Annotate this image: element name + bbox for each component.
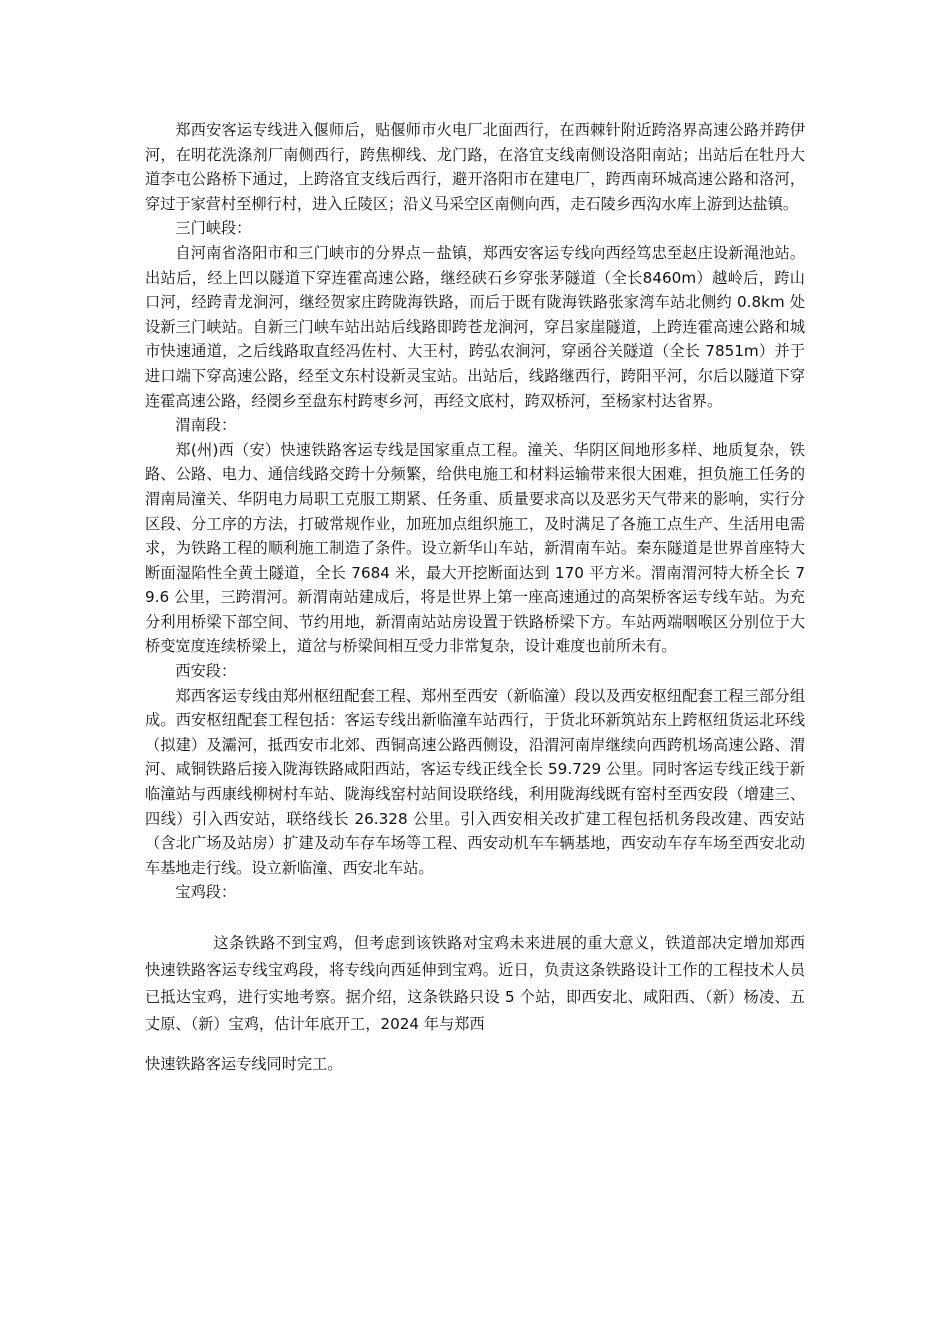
- paragraph-xian: 郑西客运专线由郑州枢纽配套工程、郑州至西安（新临潼）段以及西安枢纽配套工程三部分组成。西安枢纽配套工程包括：客运专线出新临潼车站西行，于货北环新筑站东上跨枢纽货运北环线（拟建）及灞河，抵西安市北郊、西铜高速公路西侧设，沿渭河南岸继续向西跨机场高速公路、渭河、咸铜铁路后接入陇海铁路咸阳西站，客运专线正线全长 59.729 公里。同时客运专线正线于新临潼站与西康线柳树村车站、陇海线窑村站间设联络线，利用陇海线既有窑村至西安段（增建三、四线）引入西安站，联络线长 26.328 公里。引入西安相关改扩建工程包括机务段改建、西安站（含北广场及站房）扩建及动车存车场等工程、西安动机车车辆基地，西安动车存车场至西安北动车基地走行线。设立新临潼、西安北车站。: [145, 686, 805, 877]
- paragraph-sanmenxia: 自河南省洛阳市和三门峡市的分界点－盐镇，郑西安客运专线向西经笃忠至赵庄设新渑池站。出站后，经上凹以隧道下穿连霍高速公路，继经硖石乡穿张茅隧道（全长8460m）越岭后，跨山口河，经跨青龙涧河，继经贺家庄跨陇海铁路，而后于既有陇海铁路张家湾车站北侧约 0.8km 处设新三门峡站。自新三门峡车站出站后线路即跨苍龙涧河，穿吕家崖隧道，上跨连霍高速公路和城市快速通道，之后线路取直经冯佐村、大王村，跨弘农涧河，穿函谷关隧道（全长 7851m）并于进口端下穿高速公路，经至文东村设新灵宝站。出站后，线路继西行，跨阳平河，尔后以隧道下穿连霍高速公路，经阌乡至盘东村跨枣乡河，再经文底村，跨双桥河，至杨家村达省界。: [145, 243, 805, 410]
- paragraph-weinan: 郑(州)西（安）快速铁路客运专线是国家重点工程。潼关、华阴区间地形多样、地质复杂，铁路、公路、电力、通信线路交跨十分频繁，给供电施工和材料运输带来很大困难，担负施工任务的渭南局潼关、华阴电力局职工克服工期紧、任务重、质量要求高以及恶劣天气带来的影响，实行分区段、分工序的方法，打破常规作业，加班加点组织施工，及时满足了各施工点生产、生活用电需求，为铁路工程的顺利施工制造了条件。设立新华山车站，新渭南车站。秦东隧道是世界首座特大断面湿陷性全黄土隧道，全长 7684 米，最大开挖断面达到 170 平方米。渭南渭河特大桥全长 79.6 公里，三跨渭河。新渭南站建成后，将是世界上第一座高速通过的高架桥客运专线车站。为充分利用桥梁下部空间、节约用地，新渭南站站房设置于铁路桥梁下方。车站两端咽喉区分别位于大桥变宽度连续桥梁上，道岔与桥梁间相互受力非常复杂，设计难度也前所未有。: [145, 440, 805, 656]
- heading-xian: 西安段：: [175, 662, 237, 681]
- paragraph-baoji: 这条铁路不到宝鸡，但考虑到该铁路对宝鸡未来进展的重大意义，铁道部决定增加郑西快速铁路客运专线宝鸡段，将专线向西延伸到宝鸡。近日，负责这条铁路设计工作的工程技术人员已抵达宝鸡，进行实地考察。据介绍，这条铁路只设 5 个站，即西安北、咸阳西、（新）杨凌、五丈原、（新）宝鸡，估计年底开工，2024 年与郑西: [145, 934, 805, 1033]
- paragraph-luoyang: 郑西安客运专线进入偃师后，贴偃师市火电厂北面西行，在西棘针附近跨洛界高速公路并跨伊河，在明花洗涤剂厂南侧西行，跨焦柳线、龙门路，在洛宜支线南侧设洛阳南站；出站后在牡丹大道李屯公路桥下通过，上跨洛宜支线后西行，避开洛阳市在建电厂，跨西南环城高速公路和洛河，穿过于家营村至柳行村，进入丘陵区；沿义马采空区南侧向西，走石陵乡西沟水库上游到达盐镇。: [145, 121, 805, 213]
- heading-baoji: 宝鸡段：: [175, 883, 237, 902]
- heading-sanmenxia: 三门峡段：: [175, 219, 252, 238]
- paragraph-baoji-tail: 快速铁路客运专线同时完工。: [145, 1055, 343, 1073]
- document-body: [145, 118, 805, 1077]
- heading-weinan: 渭南段：: [175, 416, 237, 435]
